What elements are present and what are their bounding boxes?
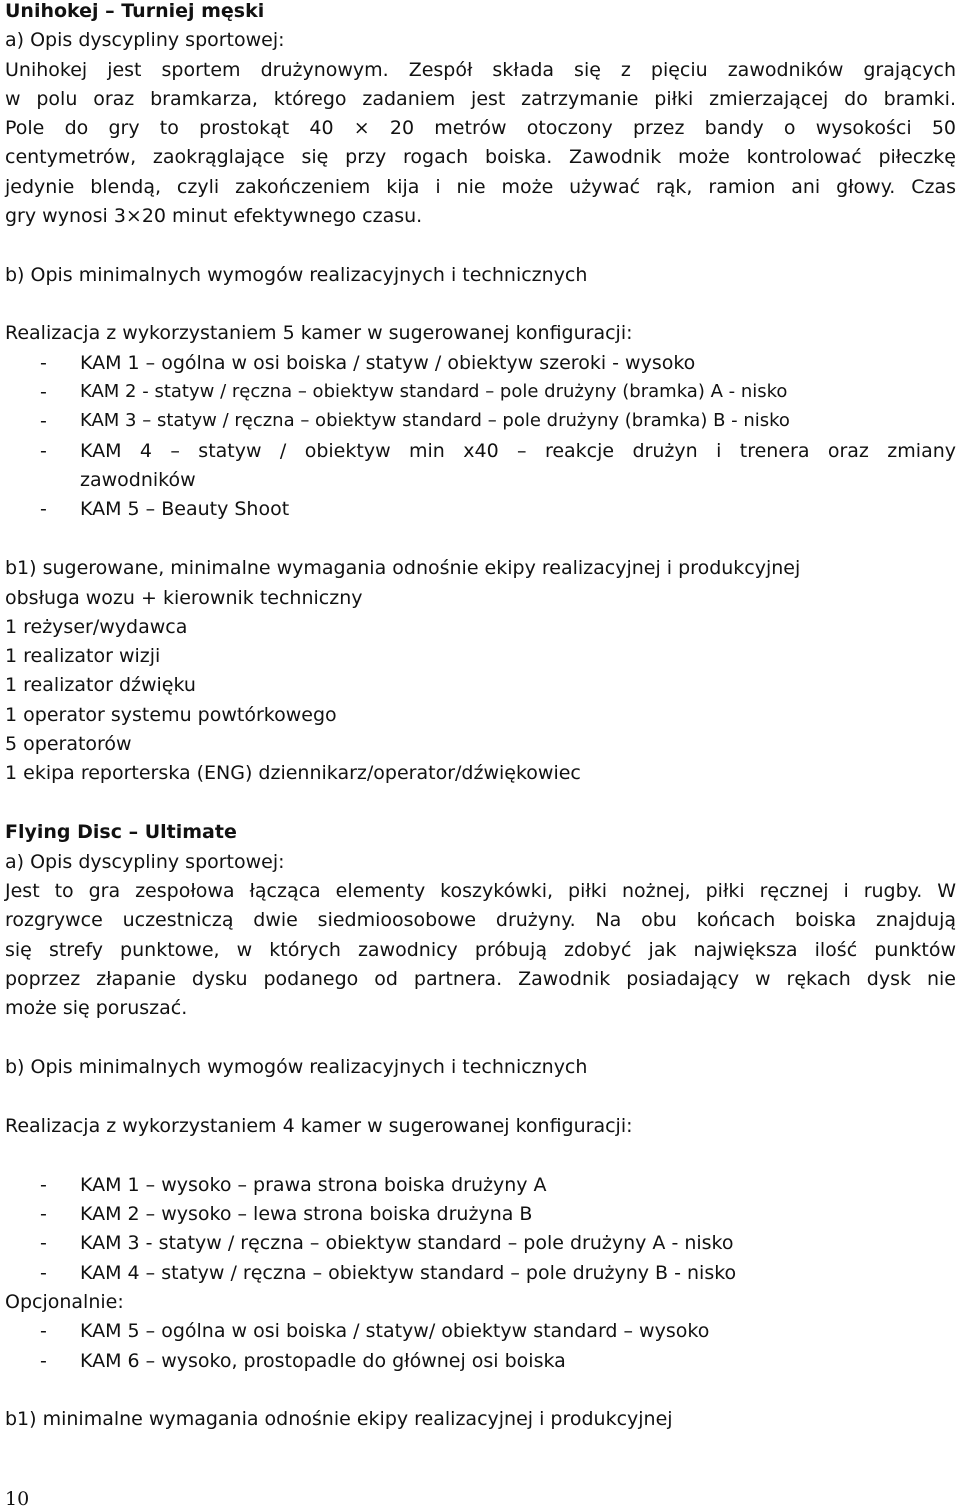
paragraph-line: rozgrywce uczestniczą dwie siedmioosobowe drużyny. Na obu końcach boiska znajdują: [5, 909, 956, 931]
page-number: 10: [5, 1488, 30, 1510]
camera-list-item-continuation: zawodników: [80, 469, 196, 491]
subsection-b-heading: b) Opis minimalnych wymogów realizacyjnych i technicznych: [5, 264, 588, 286]
paragraph-line: Jest to gra zespołowa łącząca elementy koszykówki, piłki nożnej, piłki ręcznej i rugby. W: [5, 880, 956, 902]
paragraph-line: poprzez złapanie dysku podanego od partnera. Zawodnik posiadający w rękach dysk nie: [5, 968, 956, 990]
section-title-unihokej: Unihokej – Turniej męski: [5, 0, 265, 22]
paragraph-line: centymetrów, zaokrąglające się przy rogach boiska. Zawodnik może kontrolować piłeczkę: [5, 146, 956, 168]
camera-list-item: KAM 4 – statyw / obiektyw min x40 – reakcje drużyn i trenera oraz zmiany: [80, 440, 956, 462]
subsection-b-heading: b) Opis minimalnych wymogów realizacyjnych i technicznych: [5, 1056, 588, 1078]
paragraph-line: Unihokej jest sportem drużynowym. Zespół składa się z pięciu zawodników grających: [5, 59, 956, 81]
list-bullet: -: [40, 1203, 47, 1225]
list-bullet: -: [40, 1320, 47, 1342]
crew-list-item: 1 reżyser/wydawca: [5, 616, 188, 638]
camera-config-intro: Realizacja z wykorzystaniem 5 kamer w sugerowanej konfiguracji:: [5, 322, 633, 344]
list-bullet: -: [40, 1262, 47, 1284]
list-bullet: -: [40, 1232, 47, 1254]
crew-list-item: 5 operatorów: [5, 733, 132, 755]
camera-list-item: KAM 3 - statyw / ręczna – obiektyw standard – pole drużyny A - nisko: [80, 1232, 734, 1254]
list-bullet: -: [40, 1174, 47, 1196]
paragraph-line: jedynie blendą, czyli zakończeniem kija i nie może używać rąk, ramion ani głowy. Czas: [5, 176, 956, 198]
section-title-ultimate: Flying Disc – Ultimate: [5, 821, 237, 843]
list-bullet: -: [40, 352, 47, 374]
crew-list-item: obsługa wozu + kierownik techniczny: [5, 587, 363, 609]
subsection-b1-heading: b1) minimalne wymagania odnośnie ekipy realizacyjnej i produkcyjnej: [5, 1408, 673, 1430]
crew-list-item: 1 ekipa reporterska (ENG) dziennikarz/operator/dźwiękowiec: [5, 762, 581, 784]
camera-list-item: KAM 1 – ogólna w osi boiska / statyw / obiektyw szeroki - wysoko: [80, 352, 696, 374]
camera-config-intro: Realizacja z wykorzystaniem 4 kamer w sugerowanej konfiguracji:: [5, 1115, 633, 1137]
list-bullet: -: [40, 410, 47, 432]
camera-list-item: KAM 1 – wysoko – prawa strona boiska drużyny A: [80, 1174, 547, 1196]
camera-list-item: KAM 5 – ogólna w osi boiska / statyw/ obiektyw standard – wysoko: [80, 1320, 710, 1342]
paragraph-line: Pole do gry to prostokąt 40 × 20 metrów otoczony przez bandy o wysokości 50: [5, 117, 956, 139]
camera-list-item: KAM 5 – Beauty Shoot: [80, 498, 290, 520]
paragraph-line: gry wynosi 3×20 minut efektywnego czasu.: [5, 205, 423, 227]
paragraph-line: się strefy punktowe, w których zawodnicy próbują zdobyć jak największa ilość punktów: [5, 939, 956, 961]
crew-list-item: 1 operator systemu powtórkowego: [5, 704, 337, 726]
list-bullet: -: [40, 1350, 47, 1372]
list-bullet: -: [40, 498, 47, 520]
subsection-a-heading: a) Opis dyscypliny sportowej:: [5, 851, 285, 873]
subsection-b1-heading: b1) sugerowane, minimalne wymagania odnośnie ekipy realizacyjnej i produkcyjnej: [5, 557, 801, 579]
crew-list-item: 1 realizator dźwięku: [5, 674, 196, 696]
subsection-a-heading: a) Opis dyscypliny sportowej:: [5, 29, 285, 51]
crew-list-item: 1 realizator wizji: [5, 645, 161, 667]
paragraph-line: w polu oraz bramkarza, którego zadaniem jest zatrzymanie piłki zmierzającej do bramki.: [5, 88, 956, 110]
camera-list-item: KAM 4 – statyw / ręczna – obiektyw standard – pole drużyny B - nisko: [80, 1262, 737, 1284]
camera-list-item: KAM 2 – wysoko – lewa strona boiska drużyna B: [80, 1203, 533, 1225]
camera-list-item: KAM 2 - statyw / ręczna – obiektyw standard – pole drużyny (bramka) A - nisko: [80, 381, 788, 402]
camera-list-item: KAM 3 – statyw / ręczna – obiektyw standard – pole drużyny (bramka) B - nisko: [80, 410, 790, 431]
camera-list-item: KAM 6 – wysoko, prostopadle do głównej osi boiska: [80, 1350, 566, 1372]
list-bullet: -: [40, 440, 47, 462]
list-bullet: -: [40, 381, 47, 403]
optional-heading: Opcjonalnie:: [5, 1291, 124, 1313]
paragraph-line: może się poruszać.: [5, 997, 188, 1019]
